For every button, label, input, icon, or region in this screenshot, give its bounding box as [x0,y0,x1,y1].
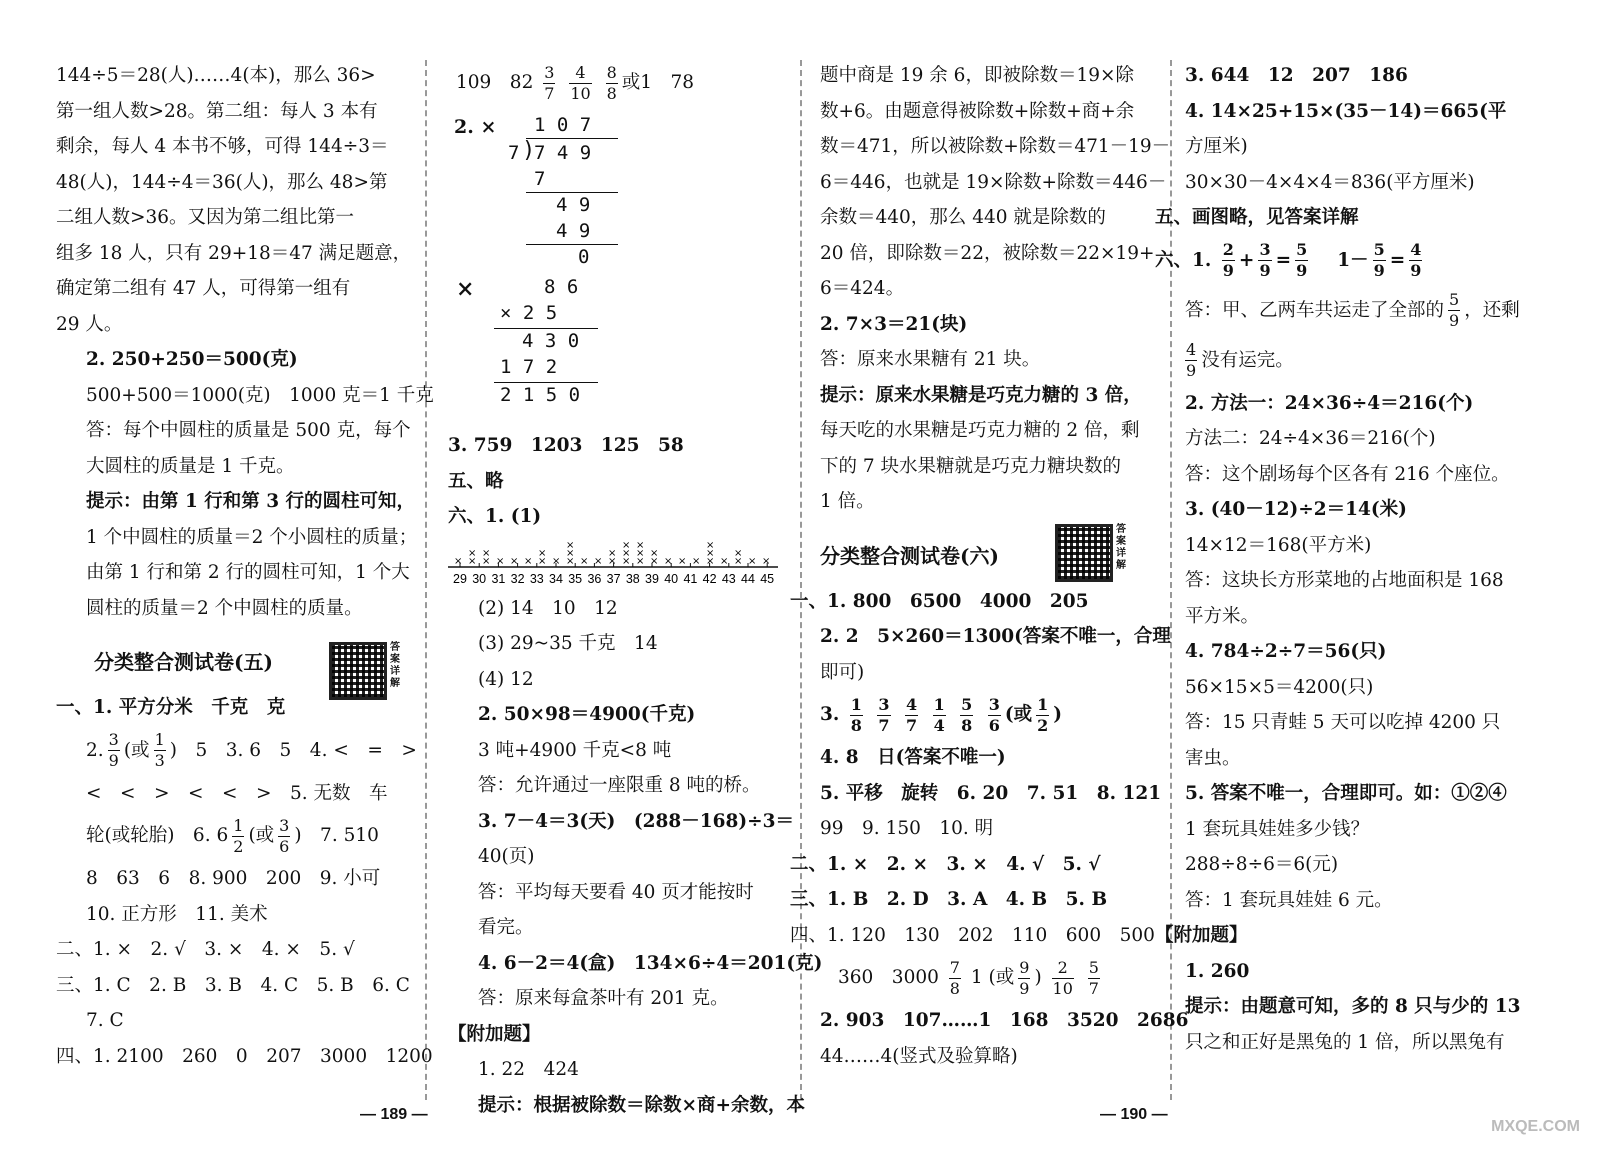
text-line: 二、1. × 2. × 3. × 4. √ 5. √ [790,853,1101,875]
text-line: 【附加题】 [1155,925,1248,946]
text-line: 下的 7 块水果糖就是巧克力糖块数的 [820,455,1122,477]
x-mark: × [454,555,463,567]
column-4 [1155,58,1545,1086]
text-line: 答：1 套玩具娃娃 6 元。 [1185,889,1393,911]
text: 六、1. [1155,249,1212,271]
fraction: $\frac{3}{9}$ [1259,240,1271,280]
text-line: 六、1. $\frac{2}{9}$ + $\frac{3}{9}$ = $\frac{5}{9}$ 1－ $\frac{5}{9}$ = $\frac{4}{9}$ [1155,240,1422,280]
x-mark: × [622,547,631,559]
text-line: 答：原来水果糖有 21 块。 [820,349,1041,370]
qr-caption: 答案详解 [390,642,400,689]
text-line: 1 倍。 [820,491,875,512]
label: × [456,276,475,302]
fraction: $\frac{1}{4}$ [933,694,945,735]
tick-label: 29 [453,571,467,586]
text: (或 [248,825,275,846]
x-mark: × [650,547,659,559]
fraction: $\frac{5}{9}$ [1296,240,1308,280]
tick-label: 35 [568,571,583,586]
x-mark: × [468,555,477,567]
factor: × 2 5 [500,302,558,324]
text-line [820,690,1166,740]
fraction: $\frac{5}{9}$ [1373,240,1385,280]
fraction: $\frac{5}{7}$ [1088,957,1099,998]
text: 1 (或 [970,967,1015,988]
fraction: $\frac{3}{6}$ [988,694,1000,735]
text-line: 3. 644 12 207 186 [1185,65,1408,86]
tick-label: 44 [741,571,755,586]
fraction: $\frac{4}{7}$ [905,694,918,735]
x-mark: × [734,555,743,567]
dividend: 7 4 9 [534,142,592,164]
text-line: 方法二：24÷4×36＝216(个) [1185,428,1436,449]
text-line [56,726,417,776]
text-line: 方厘米) [1185,136,1248,157]
text-line: 7. C [86,1010,124,1031]
fraction: $\frac{4}{10}$ [570,62,591,103]
text-line: 由第 1 行和第 2 行的圆柱可知，1 个大 [86,562,410,583]
divisor: 7 [508,142,520,164]
column-2 [448,58,823,1116]
text-line: 40(页) [478,846,535,867]
text-line: 三、1. B 2. D 3. A 4. B 5. B [790,889,1108,910]
text-line: 5. 答案不唯一，合理即可。如：①②④ [1185,783,1507,804]
fraction: $\frac{5}{9}$ [1449,290,1460,330]
text: ) 5 3. 6 5 4. < = > [169,739,417,761]
text-line: 1. 260 [1185,960,1250,982]
text-line: < < > < < > 5. 无数 车 [86,782,388,804]
text-line: 3. 759 1203 125 58 [448,435,684,456]
text-line: 2. 方法一：24×36÷4＝216(个) [1185,392,1474,414]
multiplication [448,268,788,428]
qr-caption: 答案详解 [1116,523,1126,571]
hint-line: 提示：由题意可知，多的 8 只与少的 13 [1185,996,1521,1017]
text-line: 56×15×5＝4200(只) [1185,676,1374,698]
text-line: 6＝446，也就是 19×除数+除数＝446－ [820,171,1167,193]
tick-label: 34 [549,571,563,586]
text-line: 14×12＝168(平方米) [1185,534,1372,556]
fraction: $\frac{7}{8}$ [949,957,960,998]
text-line: 圆柱的质量＝2 个中圆柱的质量。 [86,597,363,619]
text-line: 2. 250+250＝500(克) [86,349,298,370]
text-line: 1. 22 424 [478,1059,579,1080]
text-line: 答：原来每盒茶叶有 201 克。 [478,988,729,1009]
tick-label: 36 [587,571,602,586]
text-line: 48(人)，144÷4＝36(人)，那么 48>第 [56,171,388,193]
x-mark: × [552,555,561,567]
fraction: $\frac{4}{9}$ [1410,240,1422,280]
x-mark: × [468,547,477,559]
partial: 4 3 0 [522,330,580,352]
tick-label: 31 [491,571,506,586]
text-line: 一、1. 平方分米 千克 克 [56,697,286,718]
text-line: 3. 7－4＝3(天) (288－168)÷3＝ [478,810,794,832]
text-line: 答：15 只青蛙 5 天可以吃掉 4200 只 [1185,712,1501,733]
text-line [56,811,408,861]
text-line: 每天吃的水果糖是巧克力糖的 2 倍，剩 [820,420,1140,441]
tick-label: 41 [683,571,698,586]
text: 109 82 [456,72,534,93]
tick-label: 42 [702,571,717,586]
partial: 1 7 2 [500,356,558,378]
fraction: $\frac{3}{7}$ [878,694,890,735]
text: 或1 78 [621,72,695,93]
text: ) [1053,704,1063,725]
fraction: $\frac{4}{9}$ [1186,340,1197,380]
column-divider [425,60,427,1100]
text-line: (2) 14 10 12 [478,597,618,619]
text-line: 4. 6－2＝4(盒) 134×6÷4＝201(克) [478,952,823,974]
step: 7 [534,168,546,190]
x-mark: × [566,547,575,559]
text-line: 99 9. 150 10. 明 [820,818,994,839]
text-line: 2. 50×98＝4900(千克) [478,704,696,725]
section-title-text: 分类整合测试卷(六) [820,543,999,568]
product: 2 1 5 0 [500,384,581,406]
text-line: 第一组人数>28。第二组：每人 3 本有 [56,100,378,122]
fraction: $\frac{3}{9}$ [108,730,119,770]
text: ，还剩 [1464,299,1520,321]
text-line: 五、画图略，见答案详解 [1155,207,1359,228]
x-mark: × [706,547,715,559]
long-division: 2. × 1 0 7 7 ) 7 4 9 7 4 9 4 9 0 [448,108,788,258]
step: 4 9 [556,194,591,216]
tick-label: 45 [760,571,775,586]
text-line: 6＝424。 [820,278,905,299]
x-mark: × [734,547,743,559]
tick-label: 39 [645,571,659,586]
fraction: $\frac{1}{3}$ [154,730,165,770]
text: 1－ [1337,249,1369,271]
x-mark: × [538,547,547,559]
text-line [820,953,1166,1003]
text-line: 8 63 6 8. 900 200 9. 小可 [86,868,381,889]
text-line: 组多 18 人，只有 29+18＝47 满足题意， [56,242,412,264]
text-line: 六、1. (1) [448,506,542,527]
text-line: (4) 12 [478,668,534,690]
text-line [1185,336,1545,386]
text-line: 500+500＝1000(克) 1000 克＝1 千克 [86,384,434,406]
text-line: 29 人。 [56,313,123,335]
x-mark: × [664,555,673,567]
text-line: 只之和正好是黑兔的 1 倍，所以黑兔有 [1185,1031,1505,1053]
hint-line: 提示：根据被除数＝除数×商+余数，本 [478,1094,806,1116]
x-mark: × [636,539,645,551]
text-line: 四、1. 120 130 202 110 600 500 [790,924,1155,946]
text-line: 20 倍，即除数＝22，被除数＝22×19+ [820,242,1155,264]
fraction: $\frac{5}{8}$ [961,694,973,735]
fraction: $\frac{3}{6}$ [279,815,290,856]
tick-label: 40 [664,571,679,586]
step: 4 9 [556,220,591,242]
text-line: 一、1. 800 6500 4000 205 [790,590,1089,612]
text-line: 三、1. C 2. B 3. B 4. C 5. B 6. C [56,974,410,996]
line-plot [448,535,788,591]
x-mark: × [636,555,645,567]
text-line: 平方米。 [1185,605,1260,627]
text-line: 余数＝440，那么 440 就是除数的 [820,207,1106,228]
text: 360 3000 [838,967,939,988]
text-line: 1 个中圆柱的质量＝2 个小圆柱的质量； [86,526,418,548]
text: 2. [86,739,104,761]
text-line: 答：平均每天要看 40 页才能按时 [478,881,754,903]
text-line: 四、1. 2100 260 0 207 3000 1200 [56,1045,433,1067]
text-line: 【附加题】 [448,1023,541,1045]
text-line: 2. 7×3＝21(块) [820,313,968,335]
tick-label: 37 [606,571,621,586]
text-line: 2. 2 5×260＝1300(答案不唯一，合理 [820,626,1171,647]
text-line: 30×30－4×4×4＝836(平方厘米) [1185,171,1475,193]
tick-label: 33 [529,571,544,586]
page-number-right: — 190 — [1100,1106,1168,1123]
hint-line: 提示：原来水果糖是巧克力糖的 3 倍， [820,384,1142,406]
x-mark: × [482,555,491,567]
quotient: 1 0 7 [534,114,592,136]
text-line: 4. 784÷2÷7＝56(只) [1185,641,1387,662]
tick-label: 30 [472,571,487,586]
x-mark: × [496,555,505,567]
factor: 8 6 [544,276,579,298]
text-line: 1 套玩具娃娃多少钱？ [1185,818,1370,840]
text-line: 4. 14×25+15×(35－14)＝665(平 [1185,100,1507,122]
text-line: 数+6。由题意得被除数+除数+商+余 [820,100,1135,122]
remainder: 0 [578,246,590,268]
text-line: 10. 正方形 11. 美术 [86,903,268,925]
text-line: 答：这个剧场每个区各有 216 个座位。 [1185,463,1510,485]
x-mark: × [608,547,617,559]
text-line: 答：每个中圆柱的质量是 500 克，每个 [86,420,411,441]
qr-code[interactable] [329,642,387,700]
text-line: 3 吨+4900 千克<8 吨 [478,739,672,761]
qr-code[interactable] [1055,524,1113,582]
x-mark: × [594,555,603,567]
x-mark: × [566,539,575,551]
text-line: 二、1. × 2. √ 3. × 4. × 5. √ [56,939,355,960]
hint-line: 提示：由第 1 行和第 3 行的圆柱可知， [86,491,416,512]
text-line: 144÷5＝28(人)……4(本)，那么 36> [56,65,376,86]
x-mark: × [608,555,617,567]
x-mark: × [706,555,715,567]
text-line: 二组人数>36。又因为第二组比第一 [56,207,355,228]
text: 轮(或轮胎) 6. 6 [86,825,229,846]
x-mark: × [720,555,729,567]
x-mark: × [482,547,491,559]
fraction: $\frac{8}{8}$ [606,62,617,103]
section-title [820,523,1166,576]
x-mark: × [692,555,701,567]
x-mark: × [538,555,547,567]
text-line: 2. 903 107……1 168 3520 2686 [820,1010,1189,1031]
text-line: 44……4(竖式及验算略) [820,1045,1018,1067]
x-mark: × [748,555,757,567]
fraction: $\frac{3}{7}$ [544,62,555,103]
x-mark: × [650,555,659,567]
text-line: 剩余，每人 4 本书不够，可得 144÷3＝ [56,136,389,157]
text: 答：甲、乙两车共运走了全部的 [1185,299,1445,321]
x-mark: × [706,539,715,551]
text-line: 大圆柱的质量是 1 千克。 [86,455,295,477]
page-number-left: — 189 — [360,1106,428,1123]
fraction: $\frac{2}{9}$ [1222,240,1234,280]
text-line [1185,286,1545,336]
fraction: $\frac{1}{8}$ [850,694,862,735]
text: 3. [820,704,840,725]
text: (或 [1004,704,1033,725]
x-mark: × [566,555,575,567]
x-mark: × [524,555,533,567]
tick-label: 43 [721,571,736,586]
text: 没有运完。 [1201,349,1294,371]
text: ) 7. 510 [294,825,379,846]
text-line: (3) 29~35 千克 14 [478,633,658,654]
text-line: 288÷8÷6＝6(元) [1185,854,1339,875]
text-line: 5. 平移 旋转 6. 20 7. 51 8. 121 [820,782,1162,804]
section-title [94,642,408,689]
x-mark: × [636,547,645,559]
text-line: 害虫。 [1185,747,1241,769]
text-line: 题中商是 19 余 6，即被除数＝19×除 [820,65,1134,86]
text-line: 五、略 [448,470,504,492]
text-line [448,58,788,108]
x-mark: × [622,539,631,551]
section-title-text: 分类整合测试卷(五) [94,650,273,674]
text: (或 [123,739,150,761]
text-line: 4. 8 日(答案不唯一) [820,747,1006,768]
text: ) [1034,967,1042,988]
text-line: 数＝471，所以被除数+除数＝471－19－ [820,136,1171,157]
text-line: 看完。 [478,917,534,938]
fraction: $\frac{9}{9}$ [1019,957,1030,998]
watermark: MXQE.COM [1491,1118,1580,1135]
text-line: 确定第二组有 47 人，可得第一组有 [56,278,351,299]
label: 2. × [454,116,497,138]
fraction: $\frac{1}{2}$ [233,815,244,856]
fraction: $\frac{2}{10}$ [1052,957,1073,998]
x-mark: × [678,555,687,567]
x-mark: × [580,555,589,567]
fraction: $\frac{1}{2}$ [1037,694,1049,735]
text-line: 答：这块长方形菜地的占地面积是 168 [1185,570,1504,591]
text-line: 即可) [820,661,865,683]
text-line: 3. (40－12)÷2＝14(米) [1185,499,1407,520]
column-1 [56,58,434,1086]
x-mark: × [622,555,631,567]
x-mark: × [510,555,519,567]
text-line: 答：允许通过一座限重 8 吨的桥。 [478,775,761,796]
tick-label: 32 [510,571,525,586]
tick-label: 38 [625,571,640,586]
line-plot-svg [448,535,778,591]
x-mark: × [762,555,771,567]
